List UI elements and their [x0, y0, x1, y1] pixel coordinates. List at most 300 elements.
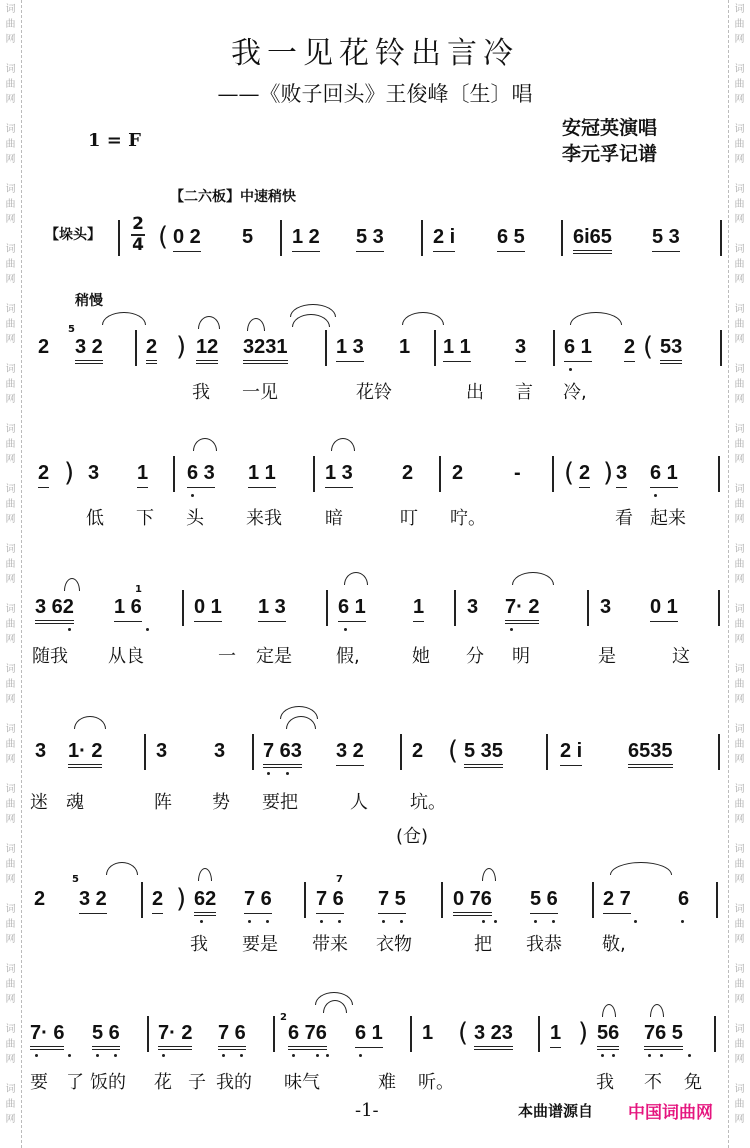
- note-group: 1 3: [325, 462, 353, 488]
- low-octave-dot: [68, 628, 71, 631]
- low-octave-dot: [96, 1054, 99, 1057]
- lyric: 味气: [284, 1072, 320, 1093]
- watermark-group: [6, 1022, 16, 1067]
- watermark-group: [735, 842, 745, 887]
- lyric: 要把: [262, 792, 298, 813]
- low-octave-dot: [320, 920, 323, 923]
- tempo-change: 稍慢: [75, 293, 103, 309]
- watermark-group: [735, 602, 745, 647]
- watermark-group: [735, 962, 745, 1007]
- note: 3: [600, 596, 612, 618]
- watermark-char: 词: [734, 4, 745, 15]
- watermark-char: 词: [734, 544, 745, 555]
- watermark-char: 词: [734, 964, 745, 975]
- lyric: 一见: [242, 382, 278, 403]
- score-line-5: [30, 736, 730, 780]
- percussion-aside: (仓): [396, 826, 429, 847]
- lyric: 一: [218, 646, 236, 667]
- lyric: 免: [684, 1072, 702, 1093]
- watermark-char: 曲: [5, 439, 16, 450]
- note-group: 5 3: [356, 226, 384, 252]
- note: 2: [146, 336, 157, 364]
- lyric: 假,: [336, 646, 360, 667]
- grace-note: 2: [280, 1012, 287, 1023]
- note-group: 5 3: [652, 226, 680, 252]
- barline: [720, 220, 722, 256]
- low-octave-dot: [200, 920, 203, 923]
- lyric: 是: [598, 646, 616, 667]
- barline: [421, 220, 423, 256]
- watermark-char: 词: [734, 1024, 745, 1035]
- close-paren: ): [603, 458, 614, 488]
- watermark-char: 曲: [734, 919, 745, 930]
- note-group: 53: [660, 336, 682, 364]
- watermark-group: [6, 362, 16, 407]
- barline: [173, 456, 175, 492]
- barline: [252, 734, 254, 770]
- lyric: 看: [615, 508, 633, 529]
- intro-label: 【垛头】: [45, 227, 101, 243]
- slur: [193, 438, 217, 451]
- lyric: 咛。: [450, 508, 486, 529]
- watermark-char: 网: [5, 334, 16, 345]
- watermark-char: 网: [734, 514, 745, 525]
- slur: [198, 316, 220, 329]
- note-group: 6535: [628, 740, 673, 768]
- note-group: 6 1: [355, 1022, 383, 1048]
- note-group: 7 6: [218, 1022, 246, 1050]
- slur: [102, 312, 146, 325]
- watermark-char: 词: [734, 1084, 745, 1095]
- score-line-6: [30, 874, 730, 928]
- low-octave-dot: [286, 772, 289, 775]
- watermark-char: 词: [5, 724, 16, 735]
- low-octave-dot: [267, 772, 270, 775]
- lyrics-line-2: [30, 378, 730, 402]
- note: 2: [34, 888, 46, 910]
- watermark-group: [6, 1082, 16, 1127]
- watermark-char: 词: [734, 844, 745, 855]
- watermark-char: 曲: [5, 619, 16, 630]
- watermark-char: 词: [734, 664, 745, 675]
- open-paren: (: [448, 736, 459, 766]
- slur: [247, 318, 265, 331]
- barline: [280, 220, 282, 256]
- note: 3: [88, 462, 100, 484]
- watermark-char: 词: [734, 64, 745, 75]
- low-octave-dot: [688, 1054, 691, 1057]
- watermark-char: 网: [5, 394, 16, 405]
- low-octave-dot: [510, 628, 513, 631]
- watermark-group: [6, 842, 16, 887]
- low-octave-dot: [162, 1054, 165, 1057]
- lyric: 阵: [154, 792, 172, 813]
- note-group: 2 7: [603, 888, 631, 914]
- low-octave-dot: [248, 920, 251, 923]
- lyrics-line-4: [30, 642, 730, 666]
- watermark-char: 曲: [734, 799, 745, 810]
- note-group: 6 1: [338, 596, 366, 622]
- watermark-group: [735, 662, 745, 707]
- lyrics-line-6: [30, 930, 730, 954]
- lyric: 定是: [256, 646, 292, 667]
- lyric: 来我: [246, 508, 282, 529]
- note: 1: [413, 596, 424, 622]
- barline: [441, 882, 443, 918]
- note-group: 1 3: [336, 336, 364, 362]
- lyric: 这: [672, 646, 690, 667]
- note: 2: [402, 462, 414, 484]
- lyric: 起来: [650, 508, 686, 529]
- barline: [313, 456, 315, 492]
- low-octave-dot: [146, 628, 149, 631]
- slur: [512, 572, 554, 585]
- watermark-group: [735, 782, 745, 827]
- watermark-char: 网: [5, 694, 16, 705]
- watermark-group: [6, 662, 16, 707]
- note: 3: [214, 740, 226, 762]
- score-line-7: [30, 1012, 730, 1062]
- right-watermark-strip: [728, 0, 750, 1148]
- transcriber: 李元孚记谱: [562, 143, 658, 165]
- watermark-char: 词: [5, 604, 16, 615]
- time-signature: [131, 216, 145, 254]
- watermark-group: [735, 902, 745, 947]
- lyric: 她: [412, 646, 430, 667]
- watermark-char: 曲: [5, 799, 16, 810]
- watermark-char: 词: [5, 964, 16, 975]
- lyric: 难: [378, 1072, 396, 1093]
- lyric: 叮: [400, 508, 418, 529]
- lyric: 低: [86, 508, 104, 529]
- watermark-group: [6, 182, 16, 227]
- low-octave-dot: [35, 1054, 38, 1057]
- barline: [434, 330, 436, 366]
- watermark-char: 曲: [734, 1039, 745, 1050]
- watermark-char: 网: [734, 754, 745, 765]
- slur: [402, 312, 444, 325]
- watermark-char: 网: [5, 454, 16, 465]
- grace-note: 5: [68, 324, 75, 335]
- watermark-char: 网: [5, 34, 16, 45]
- barline: [118, 220, 120, 256]
- note: 5: [242, 226, 254, 248]
- note-group: 3 62: [35, 596, 74, 624]
- watermark-char: 词: [5, 244, 16, 255]
- watermark-group: [735, 542, 745, 587]
- note: 2: [38, 336, 50, 358]
- watermark-char: 网: [734, 574, 745, 585]
- note-group: 3 2: [75, 336, 103, 364]
- credits: [562, 115, 657, 167]
- lyric: 要是: [242, 934, 278, 955]
- watermark-char: 曲: [734, 679, 745, 690]
- note-group: 6i65: [573, 226, 612, 254]
- lyrics-line-5: [30, 788, 730, 812]
- watermark-char: 曲: [5, 19, 16, 30]
- watermark-group: [735, 1022, 745, 1067]
- watermark-char: 曲: [5, 259, 16, 270]
- watermark-char: 网: [5, 94, 16, 105]
- lyric: 迷: [30, 792, 48, 813]
- lyric: 随我: [32, 646, 68, 667]
- open-paren: (: [158, 222, 169, 252]
- dash-extend: -: [514, 462, 521, 484]
- watermark-char: 网: [5, 994, 16, 1005]
- watermark-group: [6, 962, 16, 1007]
- watermark-char: 网: [5, 814, 16, 825]
- close-paren: ): [64, 458, 75, 488]
- lyric: 下: [136, 508, 154, 529]
- watermark-group: [735, 122, 745, 167]
- note-group: 6 3: [187, 462, 215, 488]
- lyric: 花铃: [356, 382, 392, 403]
- watermark-char: 曲: [734, 439, 745, 450]
- note: 6: [678, 888, 690, 910]
- watermark-group: [735, 362, 745, 407]
- watermark-char: 词: [5, 184, 16, 195]
- lyric: 坑。: [410, 792, 446, 813]
- note-group: 7· 2: [158, 1022, 192, 1050]
- score-line-1: [30, 214, 730, 266]
- barline: [325, 330, 327, 366]
- lyric: 衣物: [376, 934, 412, 955]
- watermark-char: 曲: [734, 79, 745, 90]
- watermark-char: 曲: [734, 379, 745, 390]
- watermark-char: 词: [734, 364, 745, 375]
- watermark-char: 词: [5, 4, 16, 15]
- slur: [482, 868, 496, 881]
- watermark-char: 词: [734, 424, 745, 435]
- song-title: 我一见花铃出言冷: [231, 36, 519, 71]
- watermark-group: [735, 182, 745, 227]
- watermark-group: [6, 782, 16, 827]
- lyric: 带来: [312, 934, 348, 955]
- watermark-char: 网: [5, 214, 16, 225]
- watermark-char: 曲: [5, 679, 16, 690]
- low-octave-dot: [316, 1054, 319, 1057]
- watermark-char: 词: [734, 244, 745, 255]
- note-group: 7· 2: [505, 596, 539, 624]
- lyrics-line-3: [30, 504, 730, 528]
- watermark-group: [6, 242, 16, 287]
- watermark-char: 网: [734, 454, 745, 465]
- note: 3: [515, 336, 526, 362]
- watermark-char: 网: [734, 214, 745, 225]
- note: 1: [550, 1022, 561, 1048]
- close-paren: ): [176, 332, 187, 362]
- note-group: 3231: [243, 336, 288, 364]
- note-group: 6 1: [650, 462, 678, 488]
- watermark-char: 曲: [5, 919, 16, 930]
- lyric: 人: [350, 792, 368, 813]
- slur: [610, 862, 672, 875]
- note-group: 12: [196, 336, 218, 364]
- watermark-char: 词: [734, 304, 745, 315]
- lyric: 我: [596, 1072, 614, 1093]
- barline: [141, 882, 143, 918]
- slur: [650, 1004, 664, 1017]
- watermark-char: 网: [734, 874, 745, 885]
- note-group: 7 63: [263, 740, 302, 768]
- watermark-char: 曲: [734, 559, 745, 570]
- lyric: 花: [154, 1072, 172, 1093]
- watermark-group: [6, 482, 16, 527]
- barline: [546, 734, 548, 770]
- watermark-char: 网: [734, 1054, 745, 1065]
- watermark-char: 网: [734, 994, 745, 1005]
- watermark-char: 词: [5, 364, 16, 375]
- watermark-group: [6, 542, 16, 587]
- watermark-group: [735, 482, 745, 527]
- watermark-group: [6, 902, 16, 947]
- note-group: 7 5: [378, 888, 406, 914]
- note: 2: [38, 462, 49, 488]
- low-octave-dot: [326, 1054, 329, 1057]
- low-octave-dot: [482, 920, 485, 923]
- barline: [587, 590, 589, 626]
- open-paren: (: [643, 332, 654, 362]
- low-octave-dot: [114, 1054, 117, 1057]
- source-label: 本曲谱源自: [518, 1102, 594, 1120]
- watermark-char: 网: [5, 934, 16, 945]
- barline: [410, 1016, 412, 1052]
- lyric: 要: [30, 1072, 48, 1093]
- watermark-char: 词: [5, 64, 16, 75]
- watermark-char: 网: [5, 274, 16, 285]
- lyric: 言: [515, 382, 533, 403]
- note-group: 1 3: [258, 596, 286, 622]
- lyric: 势: [212, 792, 230, 813]
- lyric: 子: [188, 1072, 206, 1093]
- note: 1: [137, 462, 148, 488]
- watermark-group: [735, 422, 745, 467]
- slur: [106, 862, 138, 875]
- watermark-char: 词: [5, 544, 16, 555]
- low-octave-dot: [191, 494, 194, 497]
- watermark-char: 网: [5, 1054, 16, 1065]
- note-group: 6 76: [288, 1022, 327, 1050]
- barline: [273, 1016, 275, 1052]
- watermark-char: 曲: [734, 739, 745, 750]
- watermark-char: 曲: [734, 259, 745, 270]
- watermark-char: 曲: [734, 319, 745, 330]
- barline: [720, 330, 722, 366]
- watermark-char: 网: [734, 1114, 745, 1125]
- note-group: 1 1: [443, 336, 471, 362]
- lyric: 饭的: [90, 1072, 126, 1093]
- low-octave-dot: [68, 1054, 71, 1057]
- note-group: 7 6: [316, 888, 344, 914]
- watermark-char: 网: [734, 394, 745, 405]
- note-group: 0 2: [173, 226, 201, 252]
- low-octave-dot: [382, 920, 385, 923]
- watermark-char: 词: [5, 424, 16, 435]
- barline: [552, 456, 554, 492]
- note-group: 62: [194, 888, 216, 916]
- watermark-char: 网: [5, 634, 16, 645]
- note: 3: [35, 740, 47, 762]
- lyric: 听。: [418, 1072, 454, 1093]
- lyric: 头: [186, 508, 204, 529]
- open-paren: (: [458, 1018, 469, 1048]
- watermark-char: 词: [5, 1084, 16, 1095]
- watermark-char: 网: [734, 814, 745, 825]
- time-sig-bottom: 4: [132, 235, 144, 255]
- low-octave-dot: [292, 1054, 295, 1057]
- watermark-char: 词: [734, 724, 745, 735]
- barline: [439, 456, 441, 492]
- watermark-char: 网: [734, 154, 745, 165]
- lyric: 魂: [66, 792, 84, 813]
- watermark-char: 网: [5, 154, 16, 165]
- low-octave-dot: [660, 1054, 663, 1057]
- low-octave-dot: [266, 920, 269, 923]
- barline: [561, 220, 563, 256]
- watermark-char: 曲: [734, 19, 745, 30]
- low-octave-dot: [654, 494, 657, 497]
- slur: [344, 572, 368, 585]
- watermark-char: 词: [734, 904, 745, 915]
- note: 1: [422, 1022, 434, 1044]
- barline: [538, 1016, 540, 1052]
- note-group: 1 1: [248, 462, 276, 488]
- watermark-group: [6, 122, 16, 167]
- watermark-char: 曲: [734, 619, 745, 630]
- watermark-char: 网: [734, 334, 745, 345]
- low-octave-dot: [569, 368, 572, 371]
- lyric: 不: [644, 1072, 662, 1093]
- performer: 安冠英演唱: [562, 117, 658, 139]
- source-site-link[interactable]: 中国词曲网: [628, 1103, 713, 1123]
- slur: [64, 578, 80, 591]
- watermark-char: 曲: [5, 859, 16, 870]
- lyric: 冷,: [563, 382, 587, 403]
- lyric: 了: [66, 1072, 84, 1093]
- watermark-char: 网: [5, 754, 16, 765]
- lyric: 暗: [325, 508, 343, 529]
- watermark-group: [735, 1082, 745, 1127]
- watermark-char: 词: [5, 664, 16, 675]
- slur: [331, 438, 355, 451]
- score-line-2: [30, 324, 730, 376]
- watermark-char: 词: [734, 484, 745, 495]
- watermark-group: [6, 722, 16, 767]
- slur: [74, 716, 106, 729]
- lyric: 我: [192, 382, 210, 403]
- lyric: 分: [466, 646, 484, 667]
- watermark-group: [6, 302, 16, 347]
- note-group: 0 1: [194, 596, 222, 622]
- low-octave-dot: [648, 1054, 651, 1057]
- note-group: 2 i: [560, 740, 582, 766]
- watermark-char: 网: [5, 874, 16, 885]
- barline: [714, 1016, 716, 1052]
- watermark-char: 词: [5, 124, 16, 135]
- watermark-group: [735, 242, 745, 287]
- barline: [718, 456, 720, 492]
- barline: [553, 330, 555, 366]
- note-group: 0 76: [453, 888, 492, 916]
- close-paren: ): [176, 884, 187, 914]
- watermark-char: 网: [734, 634, 745, 645]
- barline: [326, 590, 328, 626]
- watermark-char: 词: [734, 604, 745, 615]
- note: 2: [624, 336, 635, 362]
- barline: [144, 734, 146, 770]
- slur: [198, 868, 212, 881]
- grace-note: 7: [336, 874, 343, 885]
